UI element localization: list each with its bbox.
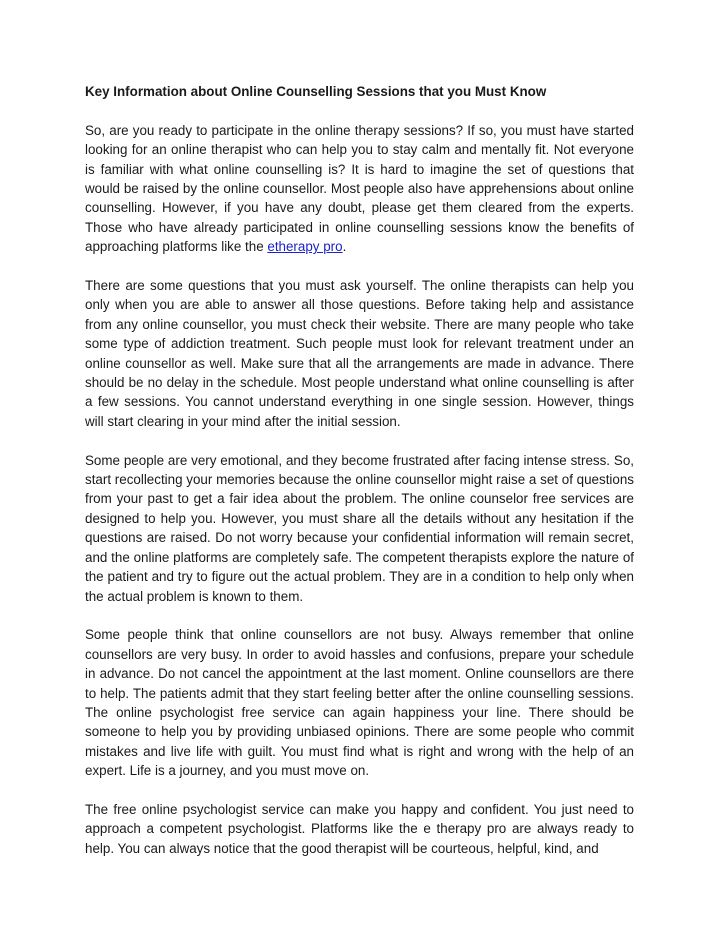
paragraph-3: Some people are very emotional, and they become frustrated after facing intense stress. So, start recollecting your memories because the online counsellor might raise a set of questions from your past to get a fair idea about the problem. The online counselor free services are designed to help you. However, you must share all the details without any hesitation if the questions are raised. Do not worry because your confidential information will remain secret, and the online platforms are completely safe. The competent therapists explore the nature of the patient and try to figure out the actual problem. They are in a condition to help only when the actual problem is known to them. xyxy=(85,452,634,604)
paragraph-5: The free online psychologist service can make you happy and confident. You just need to approach a competent psychologist. Platforms like the e therapy pro are always ready to help. You can always notice that the good therapist will be courteous, helpful, kind, and xyxy=(85,801,634,856)
etherapy-pro-link[interactable]: etherapy pro xyxy=(267,239,343,255)
paragraph-2: There are some questions that you must ask yourself. The online therapists can help you only when you are able to answer all those questions. Before taking help and assistance from any online counsellor, you must check their website. There are many people who take some type of addiction treatment. Such people must look for relevant treatment under an online counsellor as well. Make sure that all the arrangements are made in advance. There should be no delay in the schedule. Most people understand what online counselling is after a few sessions. You cannot understand everything in one single session. However, things will start clearing in your mind after the initial session. xyxy=(85,278,634,429)
paragraph-1-text: So, are you ready to participate in the online therapy sessions? If so, you must have started looking for an online therapist who can help you to stay calm and mentally fit. Not everyone is familiar with what online counselling is? It is hard to imagine the set of questions that would be raised by the online counsellor. Most people also have apprehensions about online counselling. However, if you have any doubt, please get them cleared from the experts. Those who have already participated in online counselling sessions know the benefits of approaching platforms like the xyxy=(85,122,634,255)
paragraph-1-tail: . xyxy=(342,239,347,255)
document-title: Key Information about Online Counselling Sessions that you Must Know xyxy=(85,84,547,99)
paragraph-4: Some people think that online counsellors are not busy. Always remember that online counsellors are very busy. In order to avoid hassles and confusions, prepare your schedule in advance. Do not cancel the appointment at the last moment. Online counsellors are there to help. The patients admit that they start feeling better after the online counselling sessions. The online psychologist free service can again happiness your line. There should be someone to help you by providing unbiased opinions. There are some people who commit mistakes and live life with guilt. You must find what is right and wrong with the help of an expert. Life is a journey, and you must move on. xyxy=(85,627,634,779)
paragraph-1 xyxy=(85,121,634,257)
document-body xyxy=(85,82,634,878)
